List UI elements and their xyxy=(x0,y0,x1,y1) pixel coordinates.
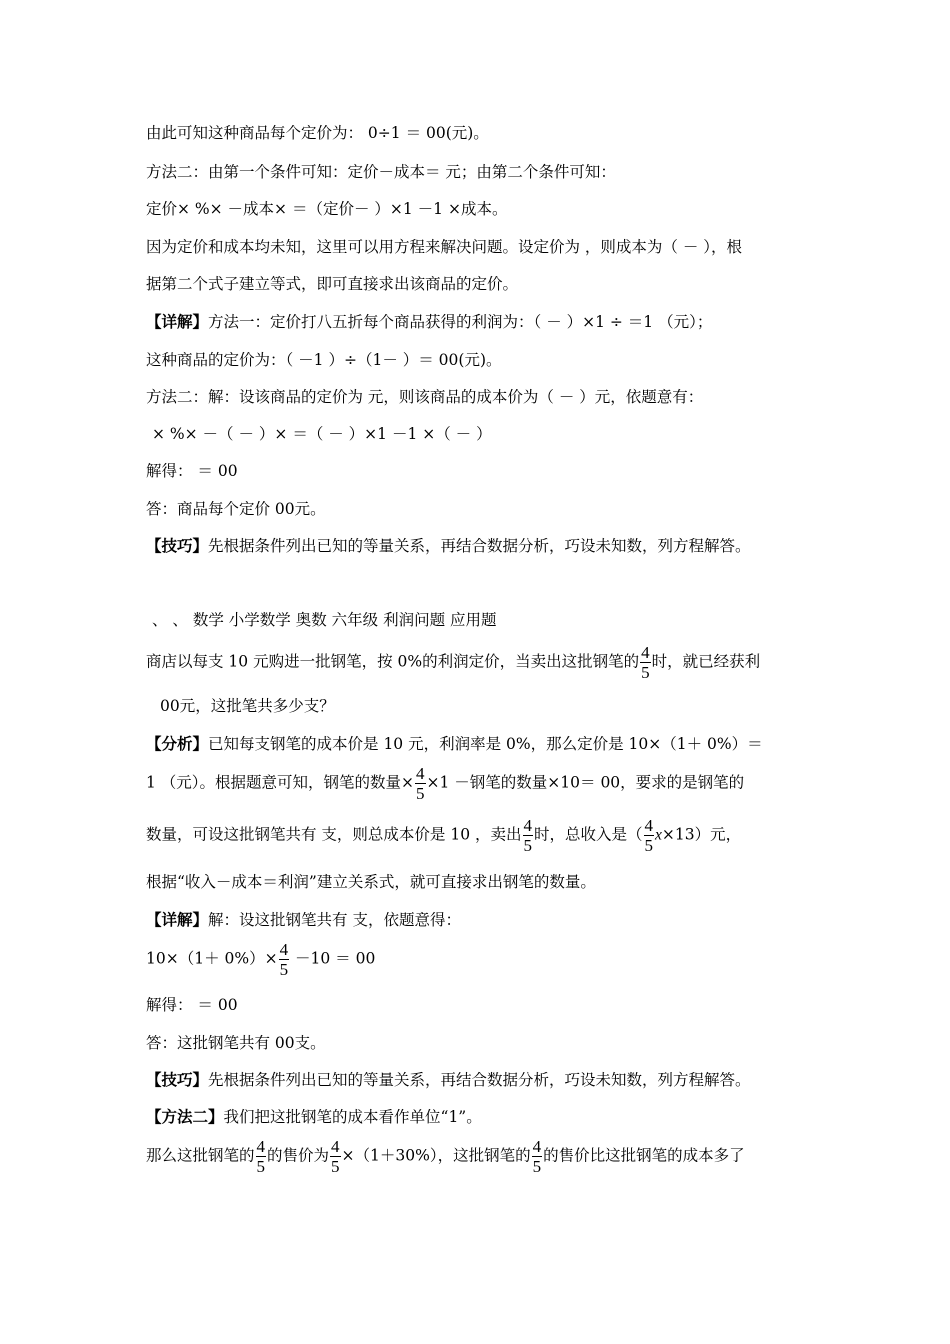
fraction: $\frac{4}{5}$ xyxy=(523,816,533,855)
fraction: $\frac{4}{5}$ xyxy=(641,643,650,682)
text-line: 1 （元）。根据题意可知，钢笔的数量× $\frac{4}{5}$ ×1 －钢笔的数量×10＝ 00，要求的是钢笔的 xyxy=(146,764,745,803)
text-line: 数量，可设这批钢笔共有 支，则总成本价是 10 ，卖出 $\frac{4}{5}$ 时，总收入是（ $\frac{4}{5}$ x×13）元， xyxy=(146,816,742,855)
text-line: 方法二：解：设该商品的定价为 元，则该商品的成本价为（ － ）元，依题意有： xyxy=(146,388,704,406)
text-line: 【技巧】先根据条件列出已知的等量关系，再结合数据分析，巧设未知数，列方程解答。 xyxy=(146,536,751,555)
text-line: 这种商品的定价为：（ －1 ）÷（1－ ）＝ 00(元)。 xyxy=(146,351,502,369)
text-line: 【方法二】我们把这批钢笔的成本看作单位“1”。 xyxy=(146,1107,482,1126)
text-line: 解得： ＝ 00 xyxy=(146,996,238,1014)
section-tag: 【技巧】 xyxy=(146,1070,209,1089)
text-line: 【分析】已知每支钢笔的成本价是 10 元，利润率是 0%，那么定价是 10×（1＋ 0%）＝ xyxy=(146,734,763,753)
fraction: $\frac{4}{5}$ xyxy=(532,1137,542,1176)
text-line: 因为定价和成本均未知，这里可以用方程来解决问题。设定价为 ，则成本为（ － ），根 xyxy=(146,238,743,256)
section-tag: 【详解】 xyxy=(146,910,209,929)
text-line: 【详解】解：设这批钢笔共有 支，依题意得： xyxy=(146,910,461,929)
text-line: 根据“收入－成本＝利润”建立关系式，就可直接求出钢笔的数量。 xyxy=(146,873,596,891)
text-line: 【技巧】先根据条件列出已知的等量关系，再结合数据分析，巧设未知数，列方程解答。 xyxy=(146,1070,751,1089)
fraction: $\frac{4}{5}$ xyxy=(416,764,425,803)
equation-line: 10×（1＋ 0%）× $\frac{4}{5}$ －10 ＝ 00 xyxy=(146,940,376,979)
section-tag: 【详解】 xyxy=(146,312,209,331)
fraction: $\frac{4}{5}$ xyxy=(644,816,654,855)
section-tag: 【技巧】 xyxy=(146,536,209,555)
text-line: 答：商品每个定价 00元。 xyxy=(146,500,326,518)
equation-line: × %× －（ － ）× ＝（ － ）×1 －1 ×（ － ） xyxy=(152,425,492,443)
text-line: 定价× %× －成本× ＝（定价－ ）×1 －1 ×成本。 xyxy=(146,200,508,218)
fraction: $\frac{4}{5}$ xyxy=(256,1137,266,1176)
text-line: 解得： ＝ 00 xyxy=(146,462,238,480)
text-line: 【详解】方法一：定价打八五折每个商品获得的利润为：（ － ）×1 ÷ ＝1 （元）； xyxy=(146,312,713,331)
text-line: 方法二：由第一个条件可知：定价－成本＝ 元；由第二个条件可知： xyxy=(146,163,616,181)
text-line: 00元，这批笔共多少支？ xyxy=(160,697,335,715)
text-line: 据第二个式子建立等式，即可直接求出该商品的定价。 xyxy=(146,275,519,293)
text-line: 商店以每支 10 元购进一批钢笔，按 0%的利润定价，当卖出这批钢笔的 $\frac{4}{5}$ 时，就已经获利 xyxy=(146,643,761,682)
fraction: $\frac{4}{5}$ xyxy=(279,940,289,979)
text-line: 答：这批钢笔共有 00支。 xyxy=(146,1034,326,1052)
text-line: 那么这批钢笔的 $\frac{4}{5}$ 的售价为 $\frac{4}{5}$ ×（1＋30%），这批钢笔的 $\frac{4}{5}$ 的售价比这批钢笔的成本多了 xyxy=(146,1137,745,1176)
problem-tags: 、 、 数学 小学数学 奥数 六年级 利润问题 应用题 xyxy=(152,611,497,629)
section-tag: 【方法二】 xyxy=(146,1107,224,1126)
fraction: $\frac{4}{5}$ xyxy=(331,1137,340,1176)
section-tag: 【分析】 xyxy=(146,734,209,753)
text-line: 由此可知这种商品每个定价为： 0÷1 ＝ 00(元)。 xyxy=(146,124,489,142)
